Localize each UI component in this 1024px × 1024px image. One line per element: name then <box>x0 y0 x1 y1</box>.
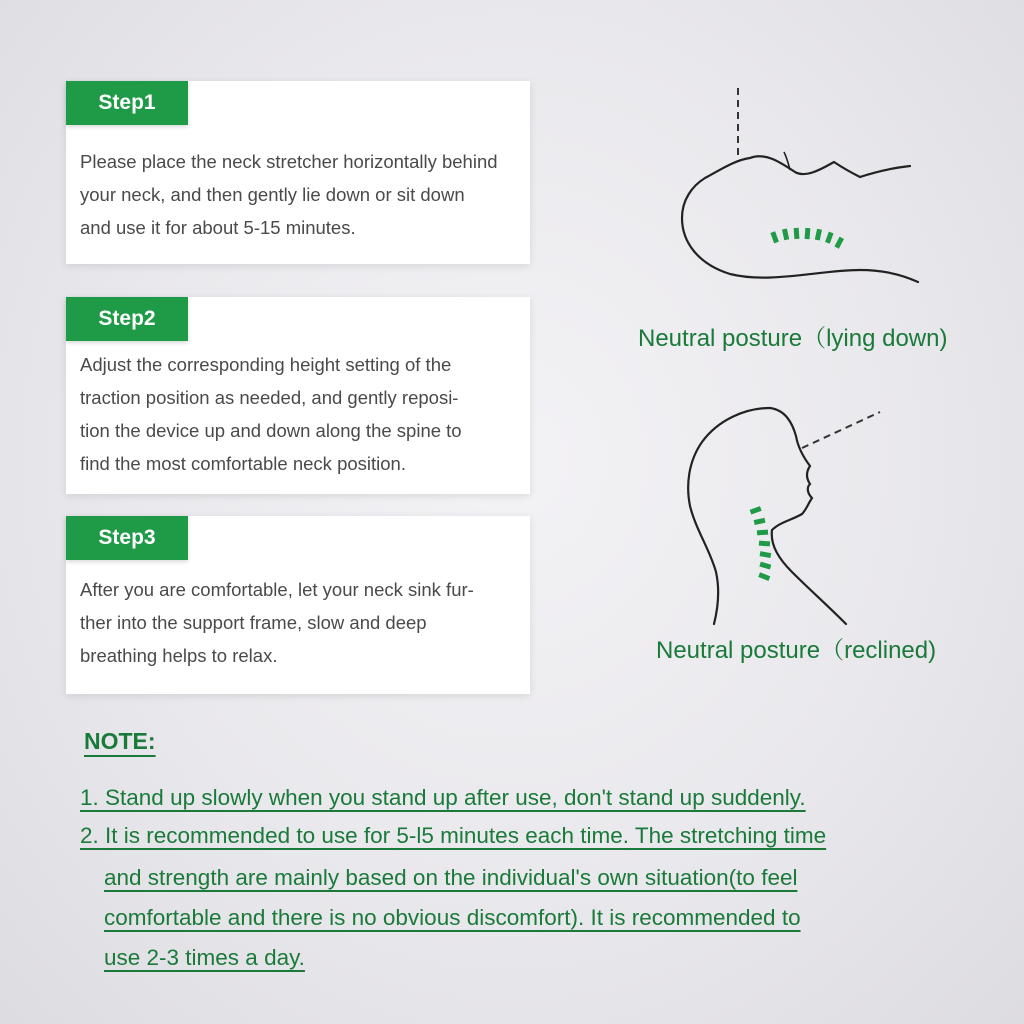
step3-line: breathing helps to relax. <box>80 645 278 666</box>
step2-line: traction position as needed, and gently reposi- <box>80 387 459 408</box>
face-outline <box>770 408 846 624</box>
step1-line: and use it for about 5-15 minutes. <box>80 217 356 238</box>
head-outline <box>688 408 770 624</box>
note-line: comfortable and there is no obvious discomfort). It is recommended to <box>104 905 801 930</box>
step1-card <box>66 81 530 264</box>
spine-marks <box>750 506 772 581</box>
step1-line: your neck, and then gently lie down or sit down <box>80 184 465 205</box>
note-line: 1. Stand up slowly when you stand up after use, don't stand up suddenly. <box>80 785 806 810</box>
step2-line: find the most comfortable neck position. <box>80 453 406 474</box>
step3-text <box>80 573 520 672</box>
head-outline <box>682 156 918 282</box>
lying-posture-caption: Neutral posture（lying down) <box>638 325 948 352</box>
step3-line: ther into the support frame, slow and deep <box>80 612 427 633</box>
spine-marks <box>770 228 844 249</box>
step3-card <box>66 516 530 694</box>
note-heading: NOTE: <box>84 728 156 754</box>
step3-line: After you are comfortable, let your neck sink fur- <box>80 579 474 600</box>
note-line: 2. It is recommended to use for 5-l5 minutes each time. The stretching time <box>80 823 827 848</box>
lying-posture-illustration <box>660 82 920 292</box>
step3-label: Step3 <box>66 516 188 560</box>
note-line: and strength are mainly based on the individual's own situation(to feel <box>104 865 798 890</box>
reclined-posture-caption: Neutral posture（reclined) <box>656 637 937 664</box>
step2-line: Adjust the corresponding height setting of the <box>80 354 452 375</box>
note-line: use 2-3 times a day. <box>104 945 305 970</box>
step1-line: Please place the neck stretcher horizontally behind <box>80 151 498 172</box>
step1-text <box>80 145 520 244</box>
step2-line: tion the device up and down along the spine to <box>80 420 462 441</box>
step1-label: Step1 <box>66 81 188 125</box>
step2-label: Step2 <box>66 297 188 341</box>
step2-text <box>80 348 520 480</box>
reclined-posture-illustration <box>680 400 890 630</box>
gaze-line <box>802 412 880 448</box>
step2-card <box>66 297 530 494</box>
